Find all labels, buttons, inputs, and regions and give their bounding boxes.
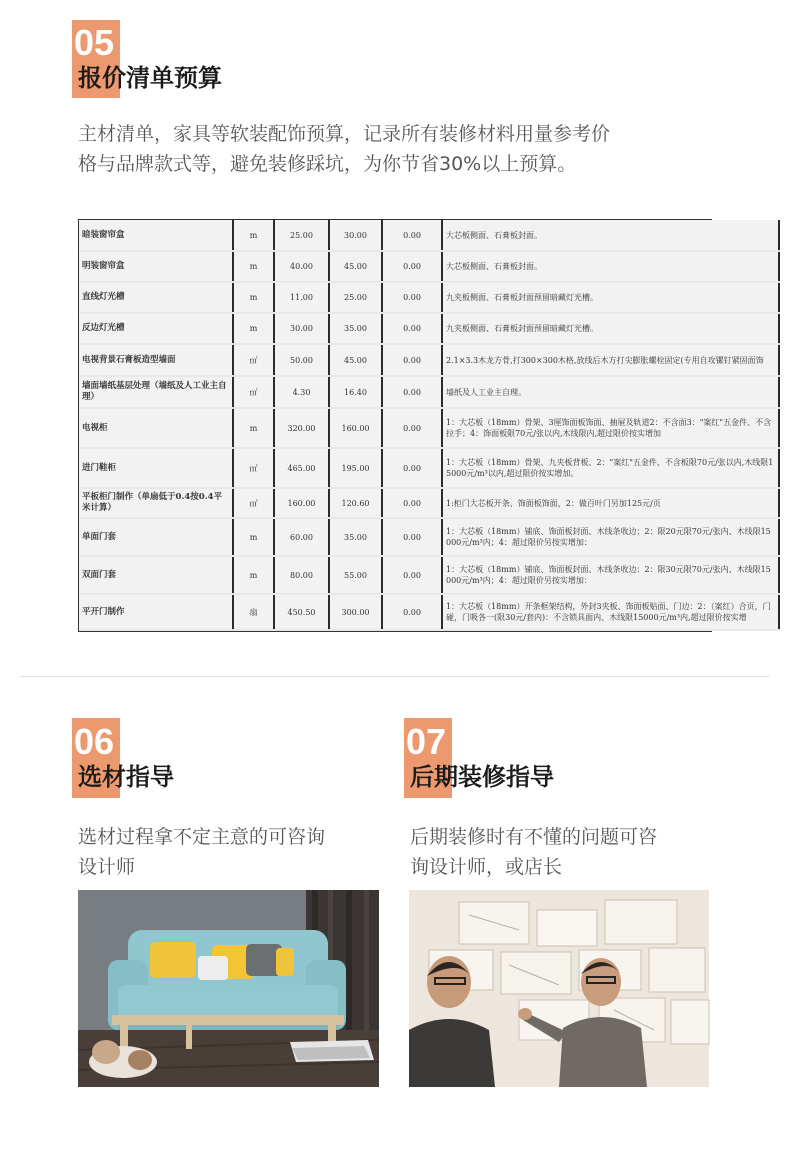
table-cell-unit: m bbox=[233, 313, 274, 344]
table-cell-note: 1：大芯板（18mm）骨架、3厘饰面板饰面、抽屉及轨道2：不含面3："案红"五金件、不含拉手；4：饰面板限70元/张以内,木线限内,超过限价按实增加 bbox=[442, 408, 779, 448]
table-row bbox=[79, 220, 779, 251]
table-cell-name: 单面门套 bbox=[79, 518, 233, 556]
table-cell-name: 反边灯光槽 bbox=[79, 313, 233, 344]
table-cell-note: 大芯板侧面、石膏板封面。 bbox=[442, 220, 779, 251]
table-row bbox=[79, 488, 779, 518]
section-06-description-line2: 设计师 bbox=[78, 856, 136, 878]
table-cell-value-a: 40.00 bbox=[274, 251, 329, 282]
table-cell-value-b: 45.00 bbox=[329, 251, 382, 282]
table-row bbox=[79, 313, 779, 344]
table-cell-note: 1：大芯板（18mm）铺底、饰面板封面、木线条收边：2：限20元限70元/张内、木线限15000元/m³内；4：超过限价另按实增加： bbox=[442, 518, 779, 556]
table-cell-value-c: 0.00 bbox=[382, 448, 442, 488]
section-06-title: 选材指导 bbox=[78, 763, 174, 791]
table-cell-name: 平开门制作 bbox=[79, 594, 233, 630]
table-cell-note: 九夹板侧面、石膏板封面预留暗藏灯光槽。 bbox=[442, 282, 779, 313]
table-cell-name: 直线灯光槽 bbox=[79, 282, 233, 313]
table-row bbox=[79, 282, 779, 313]
table-cell-note: 1：大芯板（18mm）开条框架结构，外封3夹板、饰面板贴面、门边：2：（案红）合页，门碰，门吸各一(限30元/套内)：不含锁具面内、木线限15000元/m³内,超过限价按实增 bbox=[442, 594, 779, 630]
table-cell-unit: m bbox=[233, 556, 274, 594]
table-row bbox=[79, 518, 779, 556]
table-cell-value-b: 195.00 bbox=[329, 448, 382, 488]
table-cell-value-c: 0.00 bbox=[382, 556, 442, 594]
table-row bbox=[79, 251, 779, 282]
table-cell-value-a: 450.50 bbox=[274, 594, 329, 630]
table-cell-value-b: 45.00 bbox=[329, 344, 382, 376]
table-cell-unit: m bbox=[233, 220, 274, 251]
table-cell-unit: ㎡ bbox=[233, 344, 274, 376]
table-cell-value-b: 16.40 bbox=[329, 376, 382, 408]
section-05-number: 05 bbox=[74, 22, 115, 63]
table-cell-value-c: 0.00 bbox=[382, 220, 442, 251]
table-row bbox=[79, 376, 779, 408]
table-cell-value-b: 30.00 bbox=[329, 220, 382, 251]
table-cell-note: 大芯板侧面、石膏板封面。 bbox=[442, 251, 779, 282]
table-cell-note: 1：大芯板（18mm）骨架、九夹板背板、2："案红"五金件、不含板限70元/张以内,木线限15000元/m³以内,超过限价按实增加。 bbox=[442, 448, 779, 488]
table-cell-value-a: 160.00 bbox=[274, 488, 329, 518]
table-cell-unit: m bbox=[233, 282, 274, 313]
table-cell-value-b: 35.00 bbox=[329, 518, 382, 556]
table-cell-name: 暗装窗帘盒 bbox=[79, 220, 233, 251]
table-cell-value-c: 0.00 bbox=[382, 344, 442, 376]
table-cell-value-c: 0.00 bbox=[382, 282, 442, 313]
table-cell-unit: ㎡ bbox=[233, 376, 274, 408]
designers-illustration bbox=[409, 890, 709, 1087]
table-row bbox=[79, 344, 779, 376]
table-cell-unit: 扇 bbox=[233, 594, 274, 630]
table-cell-value-c: 0.00 bbox=[382, 376, 442, 408]
table-cell-value-a: 80.00 bbox=[274, 556, 329, 594]
table-row bbox=[79, 594, 779, 630]
table-cell-value-a: 30.00 bbox=[274, 313, 329, 344]
table-row bbox=[79, 448, 779, 488]
table-cell-name: 墙面墙纸基层处理（墙纸及人工业主自理） bbox=[79, 376, 233, 408]
table-cell-value-c: 0.00 bbox=[382, 251, 442, 282]
budget-table-image bbox=[78, 219, 774, 632]
table-cell-value-a: 25.00 bbox=[274, 220, 329, 251]
table-cell-value-a: 465.00 bbox=[274, 448, 329, 488]
table-cell-value-b: 55.00 bbox=[329, 556, 382, 594]
table-cell-unit: ㎡ bbox=[233, 448, 274, 488]
table-cell-note: 2.1×3.3木龙方骨,打300×300木格,放线后木方打尖膨胀螺栓固定(专用自攻镙钉紧固面饰 bbox=[442, 344, 779, 376]
table-cell-unit: m bbox=[233, 251, 274, 282]
table-cell-value-c: 0.00 bbox=[382, 594, 442, 630]
table-cell-name: 电视背景石膏板造型墙面 bbox=[79, 344, 233, 376]
table-cell-value-b: 160.00 bbox=[329, 408, 382, 448]
table-cell-unit: m bbox=[233, 408, 274, 448]
budget-table bbox=[79, 220, 780, 631]
table-row bbox=[79, 408, 779, 448]
table-cell-note: 九夹板侧面、石膏板封面预留暗藏灯光槽。 bbox=[442, 313, 779, 344]
section-05-description-line1: 主材清单，家具等软装配饰预算，记录所有装修材料用量参考价 bbox=[78, 123, 611, 145]
table-cell-value-a: 4.30 bbox=[274, 376, 329, 408]
table-cell-value-b: 25.00 bbox=[329, 282, 382, 313]
table-cell-value-a: 320.00 bbox=[274, 408, 329, 448]
table-cell-note: 1:柜门大芯板开条、饰面板饰面，2：做百叶门另加125元/页 bbox=[442, 488, 779, 518]
table-cell-value-c: 0.00 bbox=[382, 518, 442, 556]
table-cell-name: 电视柜 bbox=[79, 408, 233, 448]
table-cell-unit: ㎡ bbox=[233, 488, 274, 518]
section-07-description-line2: 询设计师，或店长 bbox=[410, 856, 563, 878]
sofa-photo bbox=[78, 890, 379, 1087]
designers-photo bbox=[409, 890, 709, 1087]
table-cell-name: 平板柜门制作（单扇低于0.4按0.4平米计算） bbox=[79, 488, 233, 518]
table-cell-name: 明装窗帘盒 bbox=[79, 251, 233, 282]
table-row bbox=[79, 556, 779, 594]
section-06-description-line1: 选材过程拿不定主意的可咨询 bbox=[78, 826, 326, 848]
table-cell-name: 进门鞋柜 bbox=[79, 448, 233, 488]
table-cell-value-c: 0.00 bbox=[382, 408, 442, 448]
section-07-number: 07 bbox=[406, 721, 447, 762]
section-05-description-line2: 格与品牌款式等，避免装修踩坑，为你节省30%以上预算。 bbox=[78, 153, 577, 175]
section-07-description-line1: 后期装修时有不懂的问题可咨 bbox=[410, 826, 658, 848]
table-cell-value-c: 0.00 bbox=[382, 488, 442, 518]
section-06-number: 06 bbox=[74, 721, 115, 762]
table-cell-note: 1：大芯板（18mm）铺底、饰面板封面、木线条收边：2：限30元限70元/张内、木线限15000元/m³内；4：超过限价另按实增加： bbox=[442, 556, 779, 594]
table-cell-note: 墙纸及人工业主自理。 bbox=[442, 376, 779, 408]
table-cell-value-a: 60.00 bbox=[274, 518, 329, 556]
section-07-title: 后期装修指导 bbox=[410, 763, 554, 791]
section-05-title: 报价清单预算 bbox=[78, 64, 222, 92]
table-cell-value-b: 35.00 bbox=[329, 313, 382, 344]
table-cell-name: 双面门套 bbox=[79, 556, 233, 594]
table-cell-value-a: 50.00 bbox=[274, 344, 329, 376]
table-cell-unit: m bbox=[233, 518, 274, 556]
section-divider bbox=[20, 676, 770, 677]
sofa-illustration bbox=[78, 890, 379, 1087]
table-cell-value-b: 120.60 bbox=[329, 488, 382, 518]
table-cell-value-b: 300.00 bbox=[329, 594, 382, 630]
table-cell-value-c: 0.00 bbox=[382, 313, 442, 344]
table-cell-value-a: 11.00 bbox=[274, 282, 329, 313]
